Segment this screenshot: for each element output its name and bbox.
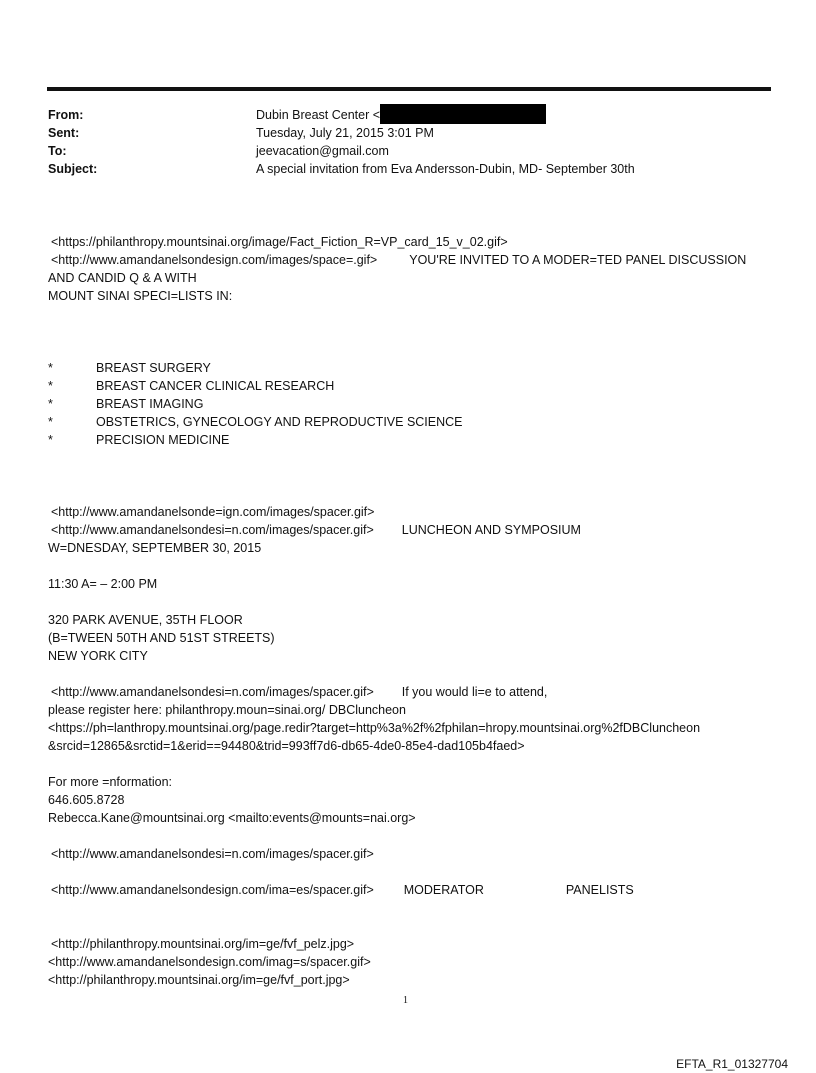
body-line: <https://philanthropy.mountsinai.org/image/Fact_Fiction_R=VP_card_15_v_02.gif> (51, 235, 508, 249)
body-line: <http://philanthropy.mountsinai.org/im=ge/fvf_port.jpg> (48, 973, 350, 987)
document-id: EFTA_R1_01327704 (676, 1057, 788, 1071)
address-line: 320 PARK AVENUE, 35TH FLOOR (48, 613, 243, 627)
bullet-marker: * (48, 379, 53, 393)
phone-number: 646.605.8728 (48, 793, 125, 807)
body-link: <http://www.amandanelsondesi=n.com/images/spacer.gif> (51, 685, 374, 699)
register-line: please register here: philanthropy.moun=sinai.org/ DBCluncheon (48, 703, 406, 717)
from-text: Dubin Breast Center < (256, 108, 381, 122)
contact-email: Rebecca.Kane@mountsinai.org <mailto:events@mounts=nai.org> (48, 811, 416, 825)
body-line: <http://www.amandanelsonde=ign.com/images/spacer.gif> (51, 505, 375, 519)
subject-label: Subject: (48, 162, 98, 176)
redirect-link: <https://ph=lanthropy.mountsinai.org/page.redir?target=http%3a%2f%2fphilan=hropy.mountsinai.org%2fDBCluncheon (48, 721, 701, 735)
to-label: To: (48, 144, 67, 158)
bullet-marker: * (48, 361, 53, 375)
list-item-text: BREAST SURGERY (96, 361, 211, 375)
invite-heading: YOU'RE INVITED TO A MODER=TED PANEL DISCUSSION (409, 253, 747, 267)
panelists-label: PANELISTS (565, 883, 634, 897)
redirect-link-cont: &srcid=12865&srctid=1&erid==94480&trid=993ff7d6-db65-4de0-85e4-dad105b4faed> (48, 739, 525, 753)
info-heading: For more =nformation: (48, 775, 173, 789)
body-line: <http://www.amandanelsondesign.com/imag=s/spacer.gif> (48, 955, 371, 969)
address-line: (B=TWEEN 50TH AND 51ST STREETS) (48, 631, 275, 645)
from-value (256, 106, 546, 124)
event-heading: LUNCHEON AND SYMPOSIUM (401, 523, 581, 537)
sent-label: Sent: (48, 126, 80, 140)
body-link: <http://www.amandanelsondesign.com/images/space=.gif> (51, 253, 378, 267)
subject-value: A special invitation from Eva Andersson-Dubin, MD- September 30th (256, 162, 635, 176)
list-item-text: PRECISION MEDICINE (96, 433, 230, 447)
rsvp-text: If you would li=e to attend, (401, 685, 548, 699)
to-value: jeevacation@gmail.com (256, 144, 389, 158)
body-line: <http://www.amandanelsondesi=n.com/images/spacer.gif> (51, 847, 374, 861)
body-line (51, 881, 634, 899)
address-line: NEW YORK CITY (48, 649, 148, 663)
moderator-label: MODERATOR (403, 883, 484, 897)
bullet-marker: * (48, 433, 53, 447)
body-line (51, 251, 746, 269)
list-item-text: OBSTETRICS, GYNECOLOGY AND REPRODUCTIVE SCIENCE (96, 415, 463, 429)
event-time: 11:30 A= – 2:00 PM (48, 577, 158, 591)
from-label: From: (48, 108, 84, 122)
body-line: AND CANDID Q & A WITH (48, 271, 197, 285)
page-number: 1 (403, 995, 408, 1006)
body-link: <http://www.amandanelsondesign.com/ima=es/spacer.gif> (51, 883, 374, 897)
sent-value: Tuesday, July 21, 2015 3:01 PM (256, 126, 434, 140)
list-item-text: BREAST IMAGING (96, 397, 204, 411)
bullet-marker: * (48, 415, 53, 429)
body-link: <http://www.amandanelsondesi=n.com/images/spacer.gif> (51, 523, 374, 537)
body-line: MOUNT SINAI SPECI=LISTS IN: (48, 289, 233, 303)
body-line (51, 521, 581, 539)
redaction-box (380, 104, 546, 124)
body-line: <http://philanthropy.mountsinai.org/im=ge/fvf_pelz.jpg> (51, 937, 355, 951)
event-date: W=DNESDAY, SEPTEMBER 30, 2015 (48, 541, 262, 555)
header-rule (47, 87, 771, 91)
bullet-marker: * (48, 397, 53, 411)
list-item-text: BREAST CANCER CLINICAL RESEARCH (96, 379, 335, 393)
body-line (51, 683, 547, 701)
